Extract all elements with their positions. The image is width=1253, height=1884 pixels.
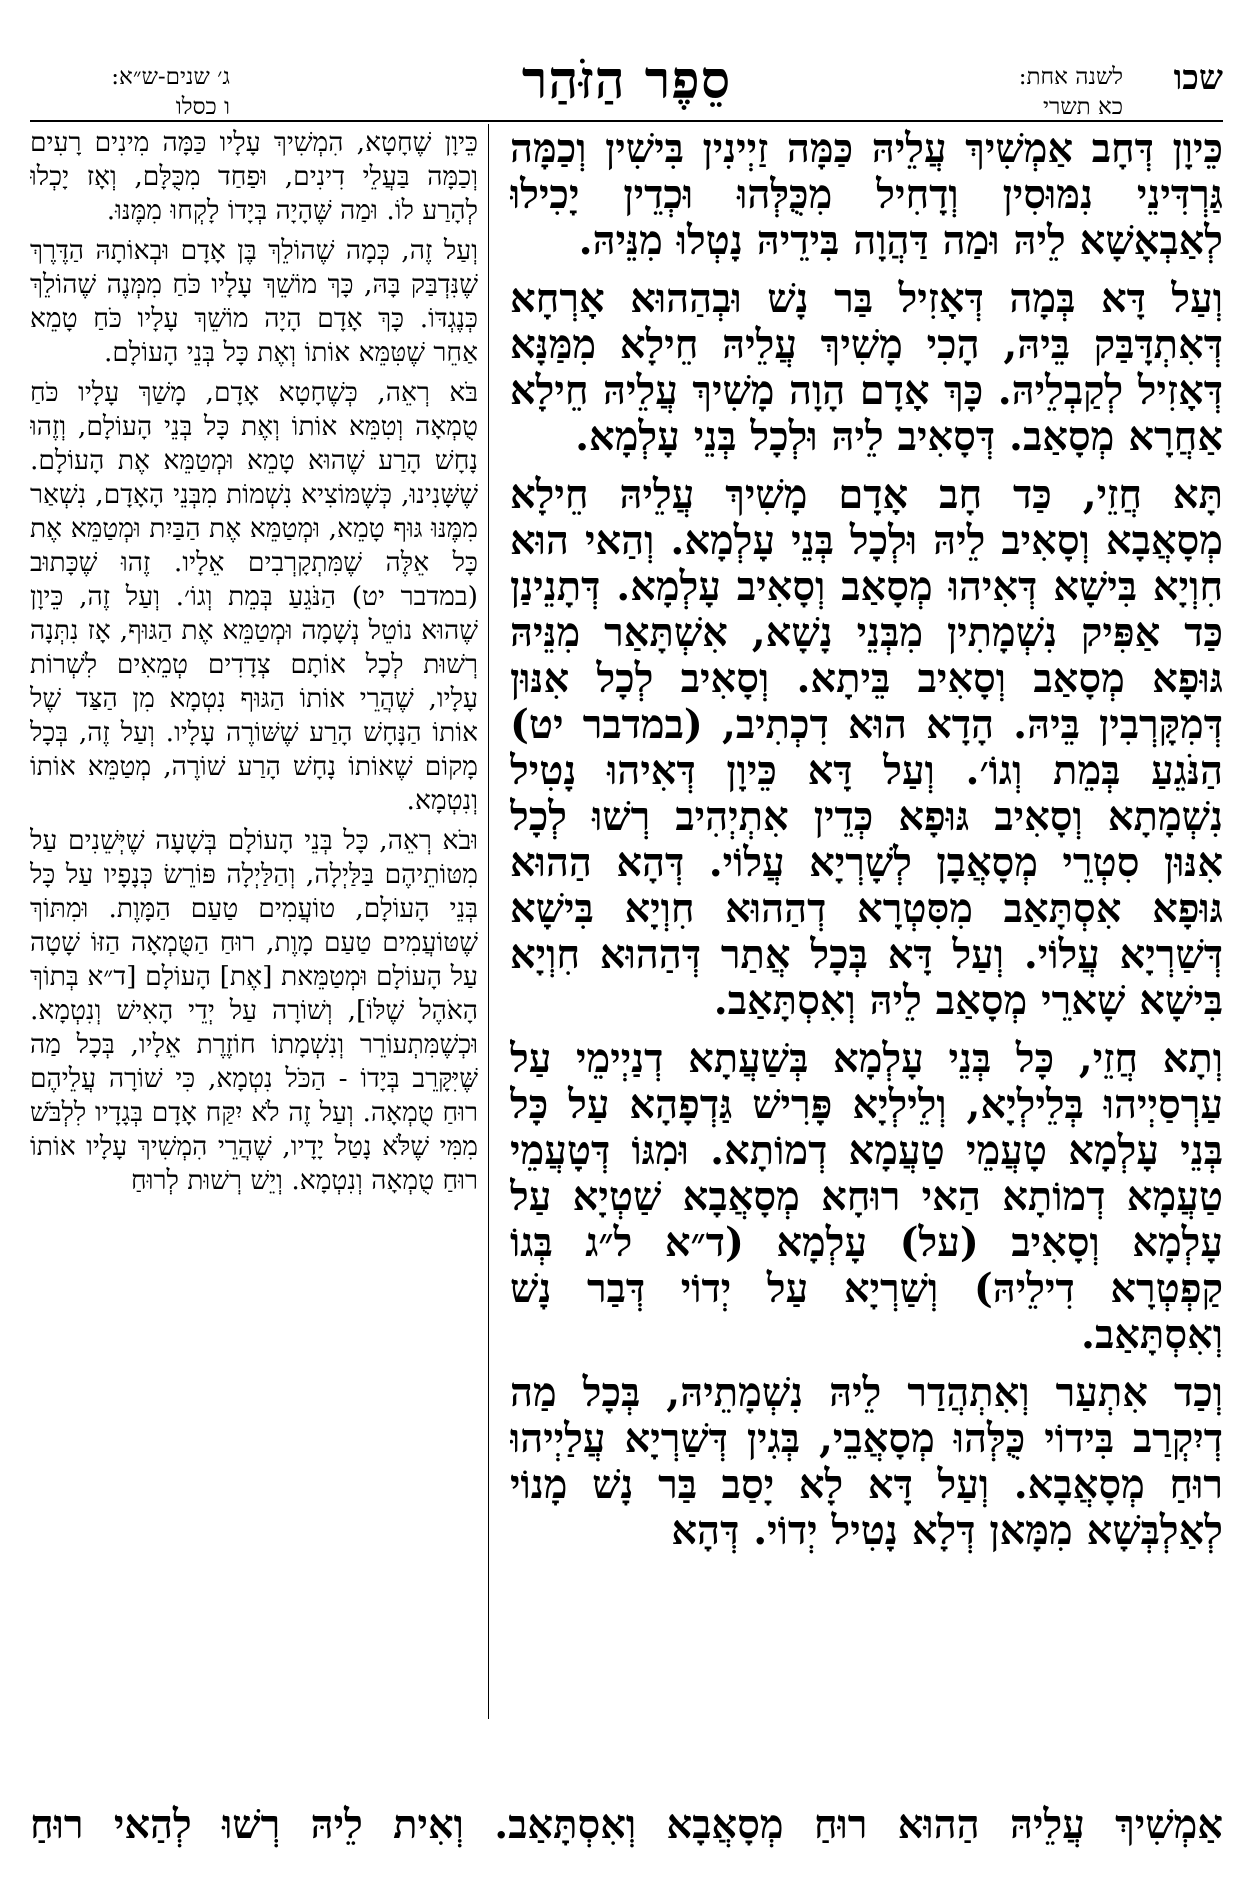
- page-number: שכו: [1173, 58, 1223, 98]
- study-cycle-three-years: [30, 62, 230, 122]
- cycle-three-years-date: ו כסלו: [175, 94, 230, 120]
- side-paragraph: וּבֹא רְאֵה, כָּל בְּנֵי הָעוֹלָם בְּשָׁעָה שֶׁיְּשֵׁנִים עַל מִטּוֹתֵיהֶם בַּלַּיְלָה, וְהַלַּיְלָה פּוֹרֵשׂ כְּנָפָיו עַל כָּל בְּנֵי הָעוֹלָם, טוֹעֲמִים טַעַם הַמָּוֶת. וּמִתּוֹךְ שֶׁטּוֹעֲמִים טַעַם מָוֶת, רוּחַ הַטֻּמְאָה הַזּוֹ שָׁטָה עַל הָעוֹלָם וּמְטַמֵּאת [אֶת] הָעוֹלָם [ד״א בְּתוֹךְ הָאֹהֶל שֶׁלּוֹ], וְשׁוֹרָה עַל יְדֵי הָאִישׁ וְנִטְמָא. וּכְשֶׁמִּתְעוֹרֵר וְנִשְׁמָתוֹ חוֹזֶרֶת אֵלָיו, בְּכָל מַה שֶּׁיִּקָּרֵב בְּיָדוֹ - הַכֹּל נִטְמָא, כִּי שׁוֹרָה עֲלֵיהֶם רוּחַ טֻמְאָה. וְעַל זֶה לֹא יִקַּח אָדָם בְּגָדָיו לִלְבֹּשׁ מִמִּי שֶׁלֹּא נָטַל יָדָיו, שֶׁהֲרֵי הִמְשִׁיךְ עָלָיו אוֹתוֹ רוּחַ טֻמְאָה וְנִטְמָא. וְיֵשׁ רְשׁוּת לְרוּחַ: [30, 825, 478, 1196]
- cycle-one-year-date: כא תשרי: [1043, 94, 1123, 120]
- header-rule: [30, 120, 1223, 122]
- main-paragraph: וְעַל דָּא בְּמָה דְּאָזִיל בַּר נָשׁ וּבְהַהוּא אָרְחָא דְּאִתְדָּבַּק בֵּיהּ, הָכִי מָשִׁיךְ עֲלֵיהּ חֵילָא מִמַּנָּא דְּאָזִיל לְקַבְלֵיהּ. כָּךְ אָדָם הָוָה מָשִׁיךְ עֲלֵיהּ חֵילָא אַחֲרָא מְסָאַב. דְּסָאִיב לֵיהּ וּלְכָל בְּנֵי עָלְמָא.: [510, 275, 1223, 460]
- cycle-one-year-label: לשנה אחת:: [1018, 64, 1123, 90]
- side-paragraph: כֵּיוָן שֶׁחָטָא, הִמְשִׁיךְ עָלָיו כַּמָּה מִינִים רָעִים וְכַמָּה בַּעֲלֵי דִינִים, וּפַחַד מִכֻּלָּם, וְאָז יָכְלוּ לְהָרַע לוֹ. וּמַה שֶּׁהָיָה בְּיָדוֹ לָקְחוּ מִמֶּנּוּ.: [30, 127, 478, 226]
- full-width-last-line: אַמְשִׁיךְ עֲלֵיהּ הַהוּא רוּחַ מְסָאֲבָא וְאִסְתָּאַב. וְאִית לֵיהּ רְשׁוּ לְהַאי רוּחַ: [30, 1801, 1223, 1848]
- main-paragraph: כֵּיוָן דְּחָב אַמְשִׁיךְ עֲלֵיהּ כַּמָּה זַיְינִין בִּישִׁין וְכַמָּה גַּרְדִּינֵי נִמּוּסִין וְדָחִיל מִכֻּלְּהוּ וּכְדֵין יָכִילוּ לְאַבְאָשָׁא לֵיהּ וּמַה דַּהֲוָה בִּידֵיהּ נָטְלוּ מִנֵּיהּ.: [510, 126, 1223, 264]
- main-paragraph: וְכַד אִתְעַר וְאִתְהֲדַר לֵיהּ נִשְׁמָתֵיהּ, בְּכָל מַה דְיִקְרַב בִּידוֹי כֻּלְּהוּ מְסָאֲבֵי, בְּגִין דְּשַׁרְיָא עֲלַיְיהוּ רוּחַ מְסָאֲבָא. וְעַל דָּא לָא יָסַב בַּר נָשׁ מָנוֹי לְאַלְבְּשָׁא מִמָּאן דְּלָא נָטִיל יְדוֹי. דְּהָא: [510, 1369, 1223, 1554]
- book-title: סֵפֶר הַזֹּהַר: [521, 50, 732, 111]
- page-header: [0, 0, 1253, 120]
- aramaic-column: [510, 126, 1223, 1716]
- side-paragraph: וְעַל זֶה, כְּמָה שֶׁהוֹלֵךְ בֶּן אָדָם וּבְאוֹתָהּ הַדֶּרֶךְ שֶׁנִּדְבַּק בָּהּ, כָּךְ מוֹשֵׁךְ עָלָיו כֹּחַ מִמְּנֶה שֶׁהוֹלֵךְ כְּנֶגְדּוֹ. כָּךְ אָדָם הָיָה מוֹשֵׁךְ עָלָיו כֹּחַ טָמֵא אַחֵר שֶׁטִּמֵּא אוֹתוֹ וְאֶת כָּל בְּנֵי הָעוֹלָם.: [30, 235, 478, 368]
- hebrew-translation-column: [30, 126, 478, 1721]
- main-paragraph: תָּא חֲזֵי, כַּד חָב אָדָם מָשִׁיךְ עֲלֵיהּ חֵילָא מְסָאֲבָא וְסָאִיב לֵיהּ וּלְכָל בְּנֵי עָלְמָא. וְהַאי הוּא חִוְיָא בִּישָׁא דְּאִיהוּ מְסָאַב וְסָאִיב עָלְמָא. דְּתָנֵינַן כַּד אַפִּיק נִשְׁמָתִין מִבְּנֵי נָשָׁא, אִשְׁתָּאַר מִנֵּיהּ גּוּפָא מְסָאַב וְסָאִיב בֵּיתָא. וְסָאִיב לְכָל אִנּוּן דְּמִקָּרְבִין בֵּיהּ. הָדָא הוּא דִכְתִיב, (במדבר יט) הַנֹּגֵעַ בְּמֵת וְגוֹ׳. וְעַל דָּא כֵּיוָן דְּאִיהוּ נָטִיל נִשְׁמָתָא וְסָאִיב גּוּפָא כְּדֵין אִתְיְהִיב רְשׁוּ לְכָל אִנּוּן סִטְרֵי מְסָאֲבָן לְשָׁרְיָא עֲלוֹי. דְּהָא הַהוּא גּוּפָא אִסְתָּאַב מִסִּטְרָא דְהַהוּא חִוְיָא בִּישָׁא דְּשַׁרְיָא עֲלוֹי. וְעַל דָּא בְּכָל אֲתַר דְּהַהוּא חִוְיָא בִּישָׁא שָׁארֵי מְסָאַב לֵיהּ וְאִסְתָּאַב.: [510, 471, 1223, 1024]
- column-divider: [488, 124, 489, 1719]
- main-paragraph: וְתָא חֲזֵי, כָּל בְּנֵי עָלְמָא בְּשַׁעֲתָא דְנַיְימֵי עַל עַרְסַיְיהוּ בְּלֵילְיָא, וְלֵילְיָא פָּרִישׁ גַּדְפָהָא עַל כָּל בְּנֵי עָלְמָא טָעֲמֵי טַעֲמָא דְמוֹתָא. וּמִגּוֹ דְּטָעֲמֵי טַעֲמָא דְמוֹתָא הַאי רוּחָא מְסָאֲבָא שַׁטְיָא עַל עָלְמָא וְסָאִיב (על) עָלְמָא (ד״א ל״ג בְּגוֹ קַפְטְרָא דִילֵיהּ) וְשַׁרְיָא עַל יְדוֹי דְּבַר נָשׁ וְאִסְתָּאַב.: [510, 1035, 1223, 1358]
- side-paragraph: בֹּא רְאֵה, כְּשֶׁחָטָא אָדָם, מָשַׁךְ עָלָיו כֹּחַ טֻמְאָה וְטִמֵּא אוֹתוֹ וְאֶת כָּל בְּנֵי הָעוֹלָם, וְזֶהוּ נָחָשׁ הָרַע שֶׁהוּא טָמֵא וּמְטַמֵּא אֶת הָעוֹלָם. שֶׁשָּׁנִינוּ, כְּשֶׁמּוֹצִיא נִשְׁמוֹת מִבְּנֵי הָאָדָם, נִשְׁאַר מִמֶּנּוּ גּוּף טָמֵא, וּמְטַמֵּא אֶת הַבַּיִת וּמְטַמֵּא אֶת כָּל אֵלֶּה שֶׁמִּתְקָרְבִים אֵלָיו. זֶהוּ שֶׁכָּתוּב (במדבר יט) הַנֹּגֵעַ בְּמֵת וְגוֹ׳. וְעַל זֶה, כֵּיוָן שֶׁהוּא נוֹטֵל נְשָׁמָה וּמְטַמֵּא אֶת הַגּוּף, אָז נִתְּנָה רְשׁוּת לְכָל אוֹתָם צְדָדִים טְמֵאִים לִשְׁרוֹת עָלָיו, שֶׁהֲרֵי אוֹתוֹ הַגּוּף נִטְמָא מִן הַצַּד שֶׁל אוֹתוֹ הַנָּחָשׁ הָרַע שֶׁשּׁוֹרֶה עָלָיו. וְעַל זֶה, בְּכָל מָקוֹם שֶׁאוֹתוֹ נָחָשׁ הָרַע שׁוֹרֶה, מְטַמֵּא אוֹתוֹ וְנִטְמָא.: [30, 377, 478, 816]
- cycle-three-years-label: ג׳ שנים-ש״א:: [111, 64, 230, 90]
